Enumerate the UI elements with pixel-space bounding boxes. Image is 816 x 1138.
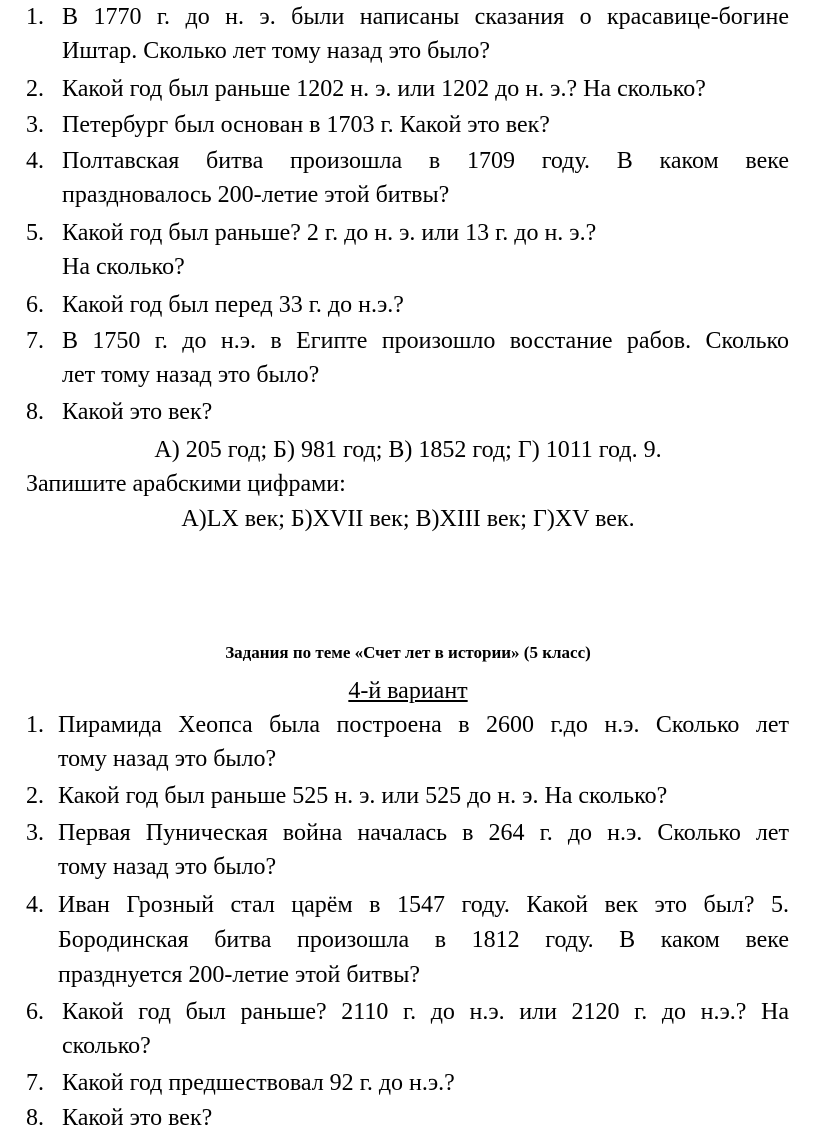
item-line: Какой это век? (62, 399, 213, 425)
item-number: 3. (26, 820, 44, 846)
item-line: На сколько? (62, 254, 185, 280)
item-line: В 1750 г. до н.э. в Египте произошло восстание рабов. Сколько (62, 328, 789, 354)
section-heading: Задания по теме «Счет лет в истории» (5 класс) (225, 643, 591, 662)
item-number: 8. (26, 1105, 44, 1131)
task9-text: Запишите арабскими цифрами: (26, 471, 346, 497)
item-number: 1. (26, 712, 44, 738)
item-line: тому назад это было? (58, 854, 277, 880)
item-line: сколько? (62, 1033, 151, 1059)
roman-options: А)LX век; Б)XVII век; В)XIII век; Г)XV век. (181, 506, 635, 532)
item-line: Петербург был основан в 1703 г. Какой это век? (62, 112, 550, 138)
item-number: 7. (26, 328, 44, 354)
item-line: Пирамида Хеопса была построена в 2600 г.до н.э. Сколько лет (58, 712, 789, 738)
item-number: 4. (26, 892, 44, 918)
item-line: Какой год был раньше 1202 н. э. или 1202 до н. э.? На сколько? (62, 76, 706, 102)
item-line: празднуется 200-летие этой битвы? (58, 962, 420, 988)
item-number: 7. (26, 1070, 44, 1096)
item-line: лет тому назад это было? (62, 362, 320, 388)
item-number: 6. (26, 292, 44, 318)
answer-options: А) 205 год; Б) 981 год; В) 1852 год; Г) 1011 год. 9. (154, 437, 662, 463)
item-number: 4. (26, 148, 44, 174)
item-line: Первая Пуническая война началась в 264 г. до н.э. Сколько лет (58, 820, 789, 846)
item-line: праздновалось 200-летие этой битвы? (62, 182, 450, 208)
item-line: Какой это век? (62, 1105, 213, 1131)
item-number: 5. (26, 220, 44, 246)
item-number: 2. (26, 76, 44, 102)
item-number: 3. (26, 112, 44, 138)
item-line: Бородинская битва произошла в 1812 году. В каком веке (58, 927, 789, 953)
item-line: Какой год был перед 33 г. до н.э.? (62, 292, 404, 318)
variant-title (0, 674, 816, 708)
item-line: Какой год был раньше? 2110 г. до н.э. или 2120 г. до н.э.? На (62, 999, 789, 1025)
item-line: Иштар. Сколько лет тому назад это было? (62, 38, 491, 64)
item-line: Иван Грозный стал царём в 1547 году. Какой век это был? 5. (58, 892, 789, 918)
variant-label: 4-й вариант (348, 678, 468, 704)
item-line: Какой год предшествовал 92 г. до н.э.? (62, 1070, 455, 1096)
item-number: 8. (26, 399, 44, 425)
item-number: 1. (26, 4, 44, 30)
item-line: Полтавская битва произошла в 1709 году. В каком веке (62, 148, 789, 174)
item-number: 2. (26, 783, 44, 809)
item-number: 6. (26, 999, 44, 1025)
item-line: тому назад это было? (58, 746, 277, 772)
item-line: В 1770 г. до н. э. были написаны сказания о красавице-богине (62, 4, 789, 30)
item-line: Какой год был раньше? 2 г. до н. э. или 13 г. до н. э.? (62, 220, 597, 246)
item-line: Какой год был раньше 525 н. э. или 525 до н. э. На сколько? (58, 783, 668, 809)
